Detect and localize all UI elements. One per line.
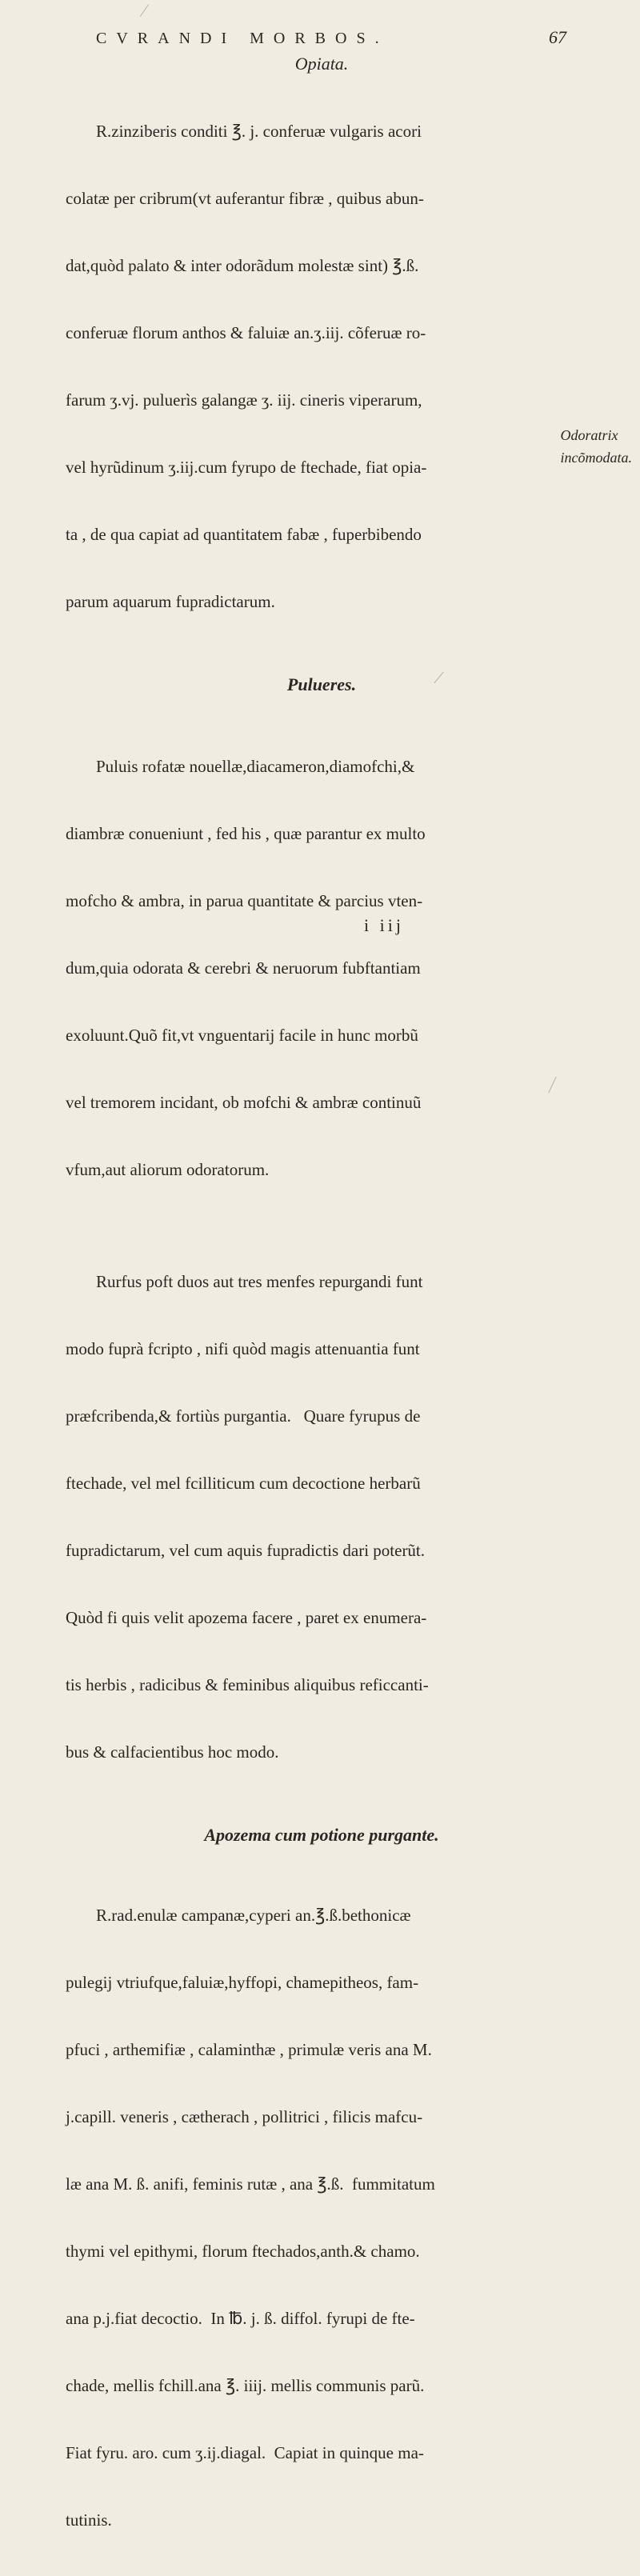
text-line: dum,quia odorata & cerebri & neruorum fubftantiam xyxy=(66,958,421,978)
text-line: chade, mellis fchill.ana ℥. iiij. mellis communis parũ. xyxy=(66,2376,425,2395)
paragraph-pulueres xyxy=(66,710,578,1226)
paragraph-opiata xyxy=(66,75,578,658)
margin-note xyxy=(561,424,633,469)
text-line: Puluis rofatæ nouellæ,diacameron,diamofchi,& xyxy=(96,757,415,776)
text-line: conferuæ florum anthos & faluiæ an.ʒ.iij. cõferuæ ro- xyxy=(66,323,426,342)
text-line: pulegij vtriufque,faluiæ,hyffopi, chamepitheos, fam- xyxy=(66,1973,419,1992)
section-title-apozema: Apozema cum potione purgante. xyxy=(204,1825,439,1845)
text-line: bus & calfacientibus hoc modo. xyxy=(66,1742,279,1762)
text-line: ta , de qua capiat ad quantitatem fabæ , fuperbibendo xyxy=(66,525,422,544)
margin-note-line: Odoratrix xyxy=(560,427,618,443)
text-line: parum aquarum fupradictarum. xyxy=(66,592,275,611)
text-line: Fiat fyru. aro. cum ʒ.ij.diagal. Capiat in quinque ma- xyxy=(66,2443,424,2462)
text-line: j.capill. veneris , cætherach , pollitrici , filicis mafcu- xyxy=(66,2107,423,2126)
text-line: thymi vel epithymi, florum ftechados,anth.& chamo. xyxy=(66,2242,420,2261)
paragraph-apozema xyxy=(66,1859,578,2576)
text-line: dat,quòd palato & inter odorãdum molestæ sint) ℥.ß. xyxy=(66,256,419,275)
text-line: ftechade, vel mel fcilliticum cum decoctione herbarũ xyxy=(66,1474,421,1493)
text-line: læ ana M. ß. anifi, feminis rutæ , ana ℥.ß. fummitatum xyxy=(66,2174,435,2194)
text-line: vel hyrũdinum ʒ.iij.cum fyrupo de ftechade, fiat opia- xyxy=(66,458,427,477)
text-line: Quòd fi quis velit apozema facere , paret ex enumera- xyxy=(66,1608,427,1627)
text-line: ana p.j.fiat decoctio. In ℔. j. ß. diffol. fyrupi de fte- xyxy=(66,2309,415,2328)
text-line: tutinis. xyxy=(66,2510,112,2530)
margin-note-line: incõmodata. xyxy=(560,450,632,466)
section-title-opiata: Opiata. xyxy=(294,54,349,74)
text-line: R.zinziberis conditi ℥. j. conferuæ vulgaris acori xyxy=(96,122,422,141)
text-line: tis herbis , radicibus & feminibus aliquibus reficcanti- xyxy=(66,1675,429,1694)
text-line: præfcribenda,& fortiùs purgantia. Quare fyrupus de xyxy=(66,1406,421,1426)
text-line: vfum,aut aliorum odoratorum. xyxy=(66,1160,270,1179)
text-line: pfuci , arthemifiæ , calaminthæ , primulæ veris ana M. xyxy=(66,2040,432,2059)
text-line: fupradictarum, vel cum aquis fupradictis dari poterũt. xyxy=(66,1541,426,1560)
signature-mark: i iij xyxy=(364,915,404,935)
text-line: colatæ per cribrum(vt auferantur fibræ , quibus abun- xyxy=(66,189,424,208)
page-body xyxy=(66,53,578,2576)
text-line: vel tremorem incidant, ob mofchi & ambræ continuũ xyxy=(66,1093,422,1112)
running-head: CVRANDI MORBOS. xyxy=(96,30,389,47)
text-line: farum ʒ.vj. puluerìs galangæ ʒ. iij. cineris viperarum, xyxy=(66,390,422,410)
decorative-stroke xyxy=(140,4,149,16)
text-line: exoluunt.Quõ fit,vt vnguentarij facile in hunc morbũ xyxy=(66,1026,418,1045)
page-number: 67 xyxy=(549,27,566,47)
text-line: Rurfus poft duos aut tres menfes repurgandi funt xyxy=(96,1272,423,1291)
text-line: mofcho & ambra, in parua quantitate & parcius vten- xyxy=(66,891,423,910)
text-line: diambræ conueniunt , fed his , quæ parantur ex multo xyxy=(66,824,426,843)
paragraph-repurgandi xyxy=(66,1226,578,1808)
text-line: R.rad.enulæ campanæ,cyperi an.℥.ß.bethonicæ xyxy=(96,1906,411,1925)
text-line: modo fuprà fcripto , nifi quòd magis attenuantia funt xyxy=(66,1339,420,1358)
section-title-pulueres: Pulueres. xyxy=(286,674,357,694)
page-header xyxy=(96,27,576,48)
